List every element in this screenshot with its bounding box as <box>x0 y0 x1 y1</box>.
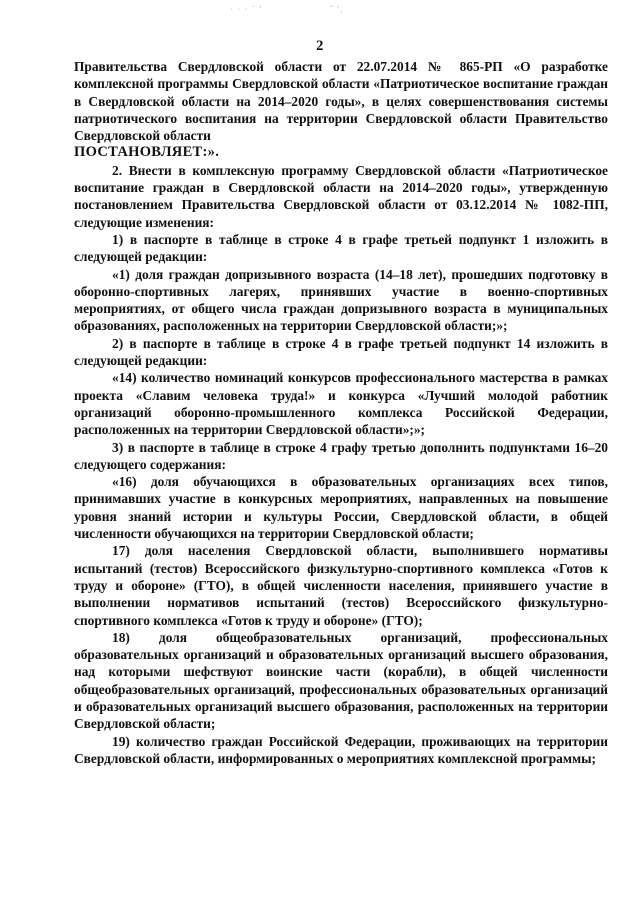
scan-artifact: · · · ˘ ‛ <box>230 4 263 14</box>
paragraph-subitem-3-18: 18) доля общеобразовательных организаций, профессиональных образовательных организаций и образовательных организаций высшего образования, над которыми шефствуют воинские части (корабли), в общей численности общеобразовательных организаций, профессиональных образовательных организаций и образовательных организаций высшего образования, расположенных на территории Свердловской области; <box>74 629 608 732</box>
scan-artifact: ˆ ꞌ‚ <box>330 4 344 14</box>
paragraph-subitem-2: 2) в паспорте в таблице в строке 4 в графе третьей подпункт 14 изложить в следующей редакции: <box>74 335 608 369</box>
paragraph-decree: ПОСТАНОВЛЯЕТ:». <box>74 144 220 161</box>
paragraph-subitem-2-text: «14) количество номинаций конкурсов профессионального мастерства в рамках проекта «Славим человека труда!» и конкурса «Лучший молодой работник организаций оборонно-промышленного комплекса Российской Федерации, расположенных на территории Свердловской области»;»; <box>74 370 608 438</box>
paragraph-subitem-3-19: 19) количество граждан Российской Федерации, проживающих на территории Свердловской области, информированных о мероприятиях комплексной программы; <box>74 733 608 766</box>
document-body <box>74 58 608 767</box>
paragraph-subitem-1: 1) в паспорте в таблице в строке 4 в графе третьей подпункт 1 изложить в следующей редакции: <box>74 231 608 265</box>
paragraph-subitem-1-text: «1) доля граждан допризывного возраста (14–18 лет), прошедших подготовку в оборонно-спортивных лагерях, принявших участие в военно-спортивных мероприятиях, от общего числа граждан допризывного возраста в муниципальных образованиях, расположенных на территории Свердловской области;»; <box>74 266 608 334</box>
paragraph-intro: Правительства Свердловской области от 22.07.2014 № 865-РП «О разработке комплексной программы Свердловской области «Патриотическое воспитание граждан в Свердловской области на 2014–2020 годы», в целях совершенствования системы патриотического воспитания на территории Свердловской области Правительство Свердловской области <box>74 59 608 144</box>
paragraph-item-2: 2. Внести в комплексную программу Свердловской области «Патриотическое воспитание граждан в Свердловской области на 2014–2020 годы», утвержденную постановлением Правительства Свердловской области от 03.12.2014 № 1082-ПП, следующие изменения: <box>74 162 608 230</box>
paragraph-subitem-3: 3) в паспорте в таблице в строке 4 графу третью дополнить подпунктами 16–20 следующего содержания: <box>74 439 608 472</box>
paragraph-subitem-3-17: 17) доля населения Свердловской области, выполнившего нормативы испытаний (тестов) Всероссийского физкультурно-спортивного комплекса «Готов к труду и обороне» (ГТО), в общей численности населения, принявшего участие в выполнении нормативов испытаний (тестов) Всероссийского физкультурно-спортивного комплекса «Готов к труду и обороне» (ГТО); <box>74 543 608 628</box>
paragraph-subitem-3-16: «16) доля обучающихся в образовательных организациях всех типов, принимавших участие в конкурсных мероприятиях, направленных на повышение уровня знаний истории и культуры России, Свердловской области, в общей численности обучающихся на территории Свердловской области; <box>74 474 608 542</box>
page-number: 2 <box>316 38 324 54</box>
